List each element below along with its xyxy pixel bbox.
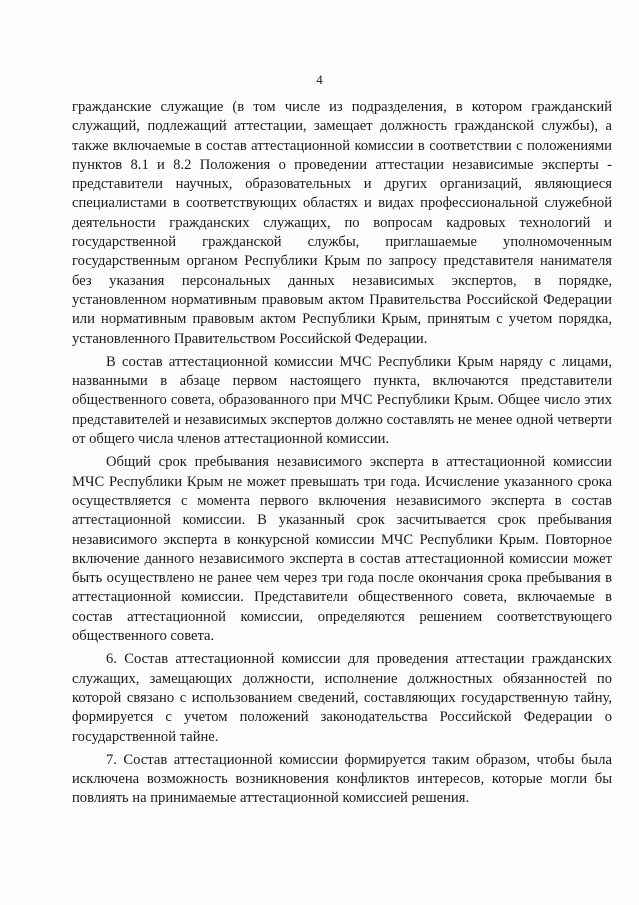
paragraph-item-7: 7. Состав аттестационной комиссии формируется таким образом, чтобы была исключена возможность возникновения конфликтов интересов, которые могли бы повлиять на принимаемые аттестационной комиссией решения. [72,751,612,807]
paragraph-continuation: гражданские служащие (в том числе из подразделения, в котором гражданский служащий, подлежащий аттестации, замещает должность гражданской службы), а также включаемые в состав аттестационной комиссии в соответствии с положениями пунктов 8.1 и 8.2 Положения о проведении аттестации независимые эксперты - представители научных, образовательных и других организаций, являющиеся специалистами в соответствующих областях и видах профессиональной служебной деятельности гражданских служащих, по вопросам кадровых технологий и государственной гражданской службы, приглашаемые уполномоченным государственным органом Республики Крым по запросу представителя нанимателя без указания персональных данных независимых экспертов, в порядке, установленном нормативным правовым актом Правительства Российской Федерации или нормативным правовым актом Республики Крым, принятым с учетом порядка, установленного Правительством Российской Федерации. [72,99,612,347]
document-body [72,98,612,809]
paragraph-expert-term: Общий срок пребывания независимого эксперта в аттестационной комиссии МЧС Республики Крым не может превышать три года. Исчисление указанного срока осуществляется с момента первого включения независимого эксперта в состав аттестационной комиссии. В указанный срок засчитывается срок пребывания независимого эксперта в конкурсной комиссии МЧС Республики Крым. Повторное включение данного независимого эксперта в состав аттестационной комиссии может быть осуществлено не ранее чем через три года после окончания срока пребывания в аттестационной комиссии. Представители общественного совета, включаемые в состав аттестационной комиссии, определяются решением соответствующего общественного совета. [72,454,612,645]
paragraph-item-6: 6. Состав аттестационной комиссии для проведения аттестации гражданских служащих, замещающих должности, исполнение должностных обязанностей по которой связано с использованием сведений, составляющих государственную тайну, формируется с учетом положений законодательства Российской Федерации о государственной тайне. [72,651,612,745]
paragraph-public-council: В состав аттестационной комиссии МЧС Республики Крым наряду с лицами, названными в абзаце первом настоящего пункта, включаются представители общественного совета, образованного при МЧС Республики Крым. Общее число этих представителей и независимых экспертов должно составлять не менее одной четверти от общего числа членов аттестационной комиссии. [72,353,612,448]
page-number: 4 [316,72,323,87]
